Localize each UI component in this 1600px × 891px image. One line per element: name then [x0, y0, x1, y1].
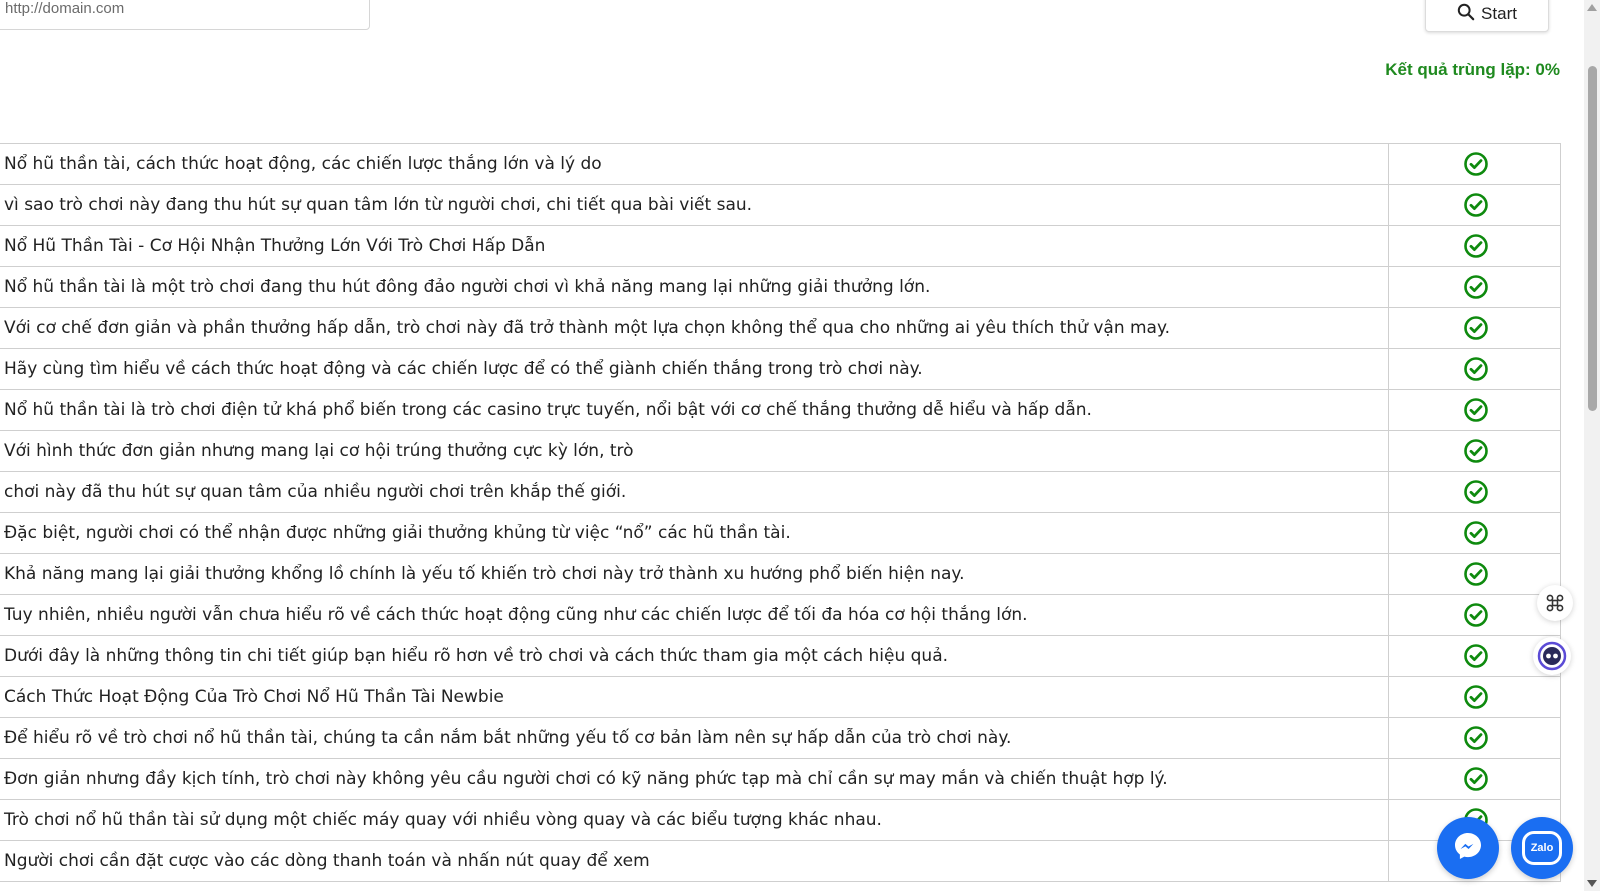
table-row — [0, 349, 1561, 390]
check-circle-icon — [1463, 151, 1489, 177]
check-circle-icon — [1463, 438, 1489, 464]
messenger-button[interactable] — [1437, 817, 1499, 879]
sentence-text: Nổ hũ thần tài là trò chơi điện tử khá phổ biến trong các casino trực tuyến, nổi bật với cơ chế thắng thưởng dễ hiểu và hấp dẫn. — [0, 390, 1388, 431]
sentence-text: Nổ hũ thần tài, cách thức hoạt động, các chiến lược thắng lớn và lý do — [0, 144, 1388, 185]
check-circle-icon — [1463, 643, 1489, 669]
table-row — [0, 636, 1561, 677]
scrollbar[interactable] — [1584, 0, 1600, 891]
status-cell — [1388, 759, 1561, 800]
table-row — [0, 226, 1561, 267]
results-table — [0, 143, 1561, 882]
check-circle-icon — [1463, 315, 1489, 341]
sentence-text: Đặc biệt, người chơi có thể nhận được những giải thưởng khủng từ việc “nổ” các hũ thần tài. — [0, 513, 1388, 554]
url-input-box[interactable] — [0, 0, 370, 30]
status-cell — [1388, 595, 1561, 636]
check-circle-icon — [1463, 602, 1489, 628]
table-row — [0, 144, 1561, 185]
chatbot-icon[interactable] — [1533, 637, 1571, 675]
status-cell — [1388, 718, 1561, 759]
sentence-text: Cách Thức Hoạt Động Của Trò Chơi Nổ Hũ Thần Tài Newbie — [0, 677, 1388, 718]
table-row — [0, 431, 1561, 472]
check-circle-icon — [1463, 766, 1489, 792]
search-icon — [1457, 3, 1475, 26]
status-cell — [1388, 677, 1561, 718]
scrollbar-thumb[interactable] — [1588, 66, 1597, 411]
zalo-button[interactable] — [1511, 817, 1573, 879]
sentence-text: Người chơi cần đặt cược vào các dòng thanh toán và nhấn nút quay để xem — [0, 841, 1388, 882]
table-row — [0, 554, 1561, 595]
check-circle-icon — [1463, 520, 1489, 546]
check-circle-icon — [1463, 684, 1489, 710]
start-button-label: Start — [1481, 4, 1517, 23]
status-cell — [1388, 349, 1561, 390]
table-row — [0, 185, 1561, 226]
check-circle-icon — [1463, 356, 1489, 382]
table-row — [0, 718, 1561, 759]
check-circle-icon — [1463, 397, 1489, 423]
check-circle-icon — [1463, 233, 1489, 259]
sentence-text: vì sao trò chơi này đang thu hút sự quan tâm lớn từ người chơi, chi tiết qua bài viết sau. — [0, 185, 1388, 226]
sentence-text: Khả năng mang lại giải thưởng khổng lồ chính là yếu tố khiến trò chơi này trở thành xu hướng phổ biến hiện nay. — [0, 554, 1388, 595]
start-button[interactable] — [1425, 0, 1549, 32]
table-row — [0, 800, 1561, 841]
status-cell — [1388, 308, 1561, 349]
duplicate-result-text: Kết quả trùng lặp: 0% — [1385, 60, 1560, 79]
status-cell — [1388, 390, 1561, 431]
table-row — [0, 677, 1561, 718]
check-circle-icon — [1463, 274, 1489, 300]
table-row — [0, 308, 1561, 349]
table-row — [0, 841, 1561, 882]
table-row — [0, 472, 1561, 513]
url-input[interactable] — [5, 0, 345, 19]
messenger-icon — [1452, 830, 1484, 867]
check-circle-icon — [1463, 561, 1489, 587]
sentence-text: Để hiểu rõ về trò chơi nổ hũ thần tài, chúng ta cần nắm bắt những yếu tố cơ bản làm nên sự hấp dẫn của trò chơi này. — [0, 718, 1388, 759]
check-circle-icon — [1463, 479, 1489, 505]
sentence-text: chơi này đã thu hút sự quan tâm của nhiều người chơi trên khắp thế giới. — [0, 472, 1388, 513]
table-row — [0, 390, 1561, 431]
status-cell — [1388, 185, 1561, 226]
status-cell — [1388, 472, 1561, 513]
sentence-text: Trò chơi nổ hũ thần tài sử dụng một chiếc máy quay với nhiều vòng quay và các biểu tượng khác nhau. — [0, 800, 1388, 841]
sentence-text: Với hình thức đơn giản nhưng mang lại cơ hội trúng thưởng cực kỳ lớn, trò — [0, 431, 1388, 472]
check-circle-icon — [1463, 192, 1489, 218]
zalo-icon: Zalo — [1522, 831, 1562, 865]
status-cell — [1388, 431, 1561, 472]
scroll-up-arrow[interactable] — [1587, 4, 1597, 11]
sentence-text: Với cơ chế đơn giản và phần thưởng hấp dẫn, trò chơi này đã trở thành một lựa chọn không thể qua cho những ai yêu thích thử vận may. — [0, 308, 1388, 349]
status-cell — [1388, 226, 1561, 267]
table-row — [0, 759, 1561, 800]
status-cell — [1388, 144, 1561, 185]
sentence-text: Nổ Hũ Thần Tài - Cơ Hội Nhận Thưởng Lớn Với Trò Chơi Hấp Dẫn — [0, 226, 1388, 267]
sentence-text: Hãy cùng tìm hiểu về cách thức hoạt động và các chiến lược để có thể giành chiến thắng trong trò chơi này. — [0, 349, 1388, 390]
status-cell — [1388, 513, 1561, 554]
sentence-text: Dưới đây là những thông tin chi tiết giúp bạn hiểu rõ hơn về trò chơi và cách thức tham gia một cách hiệu quả. — [0, 636, 1388, 677]
sentence-text: Đơn giản nhưng đầy kịch tính, trò chơi này không yêu cầu người chơi có kỹ năng phức tạp mà chỉ cần sự may mắn và chiến thuật hợp lý. — [0, 759, 1388, 800]
check-circle-icon — [1463, 725, 1489, 751]
table-row — [0, 267, 1561, 308]
sentence-text: Tuy nhiên, nhiều người vẫn chưa hiểu rõ về cách thức hoạt động cũng như các chiến lược để tối đa hóa cơ hội thắng lớn. — [0, 595, 1388, 636]
status-cell — [1388, 554, 1561, 595]
scroll-down-arrow[interactable] — [1587, 880, 1597, 887]
status-cell — [1388, 267, 1561, 308]
sentence-text: Nổ hũ thần tài là một trò chơi đang thu hút đông đảo người chơi vì khả năng mang lại những giải thưởng lớn. — [0, 267, 1388, 308]
table-row — [0, 513, 1561, 554]
command-icon[interactable] — [1537, 585, 1573, 621]
table-row — [0, 595, 1561, 636]
